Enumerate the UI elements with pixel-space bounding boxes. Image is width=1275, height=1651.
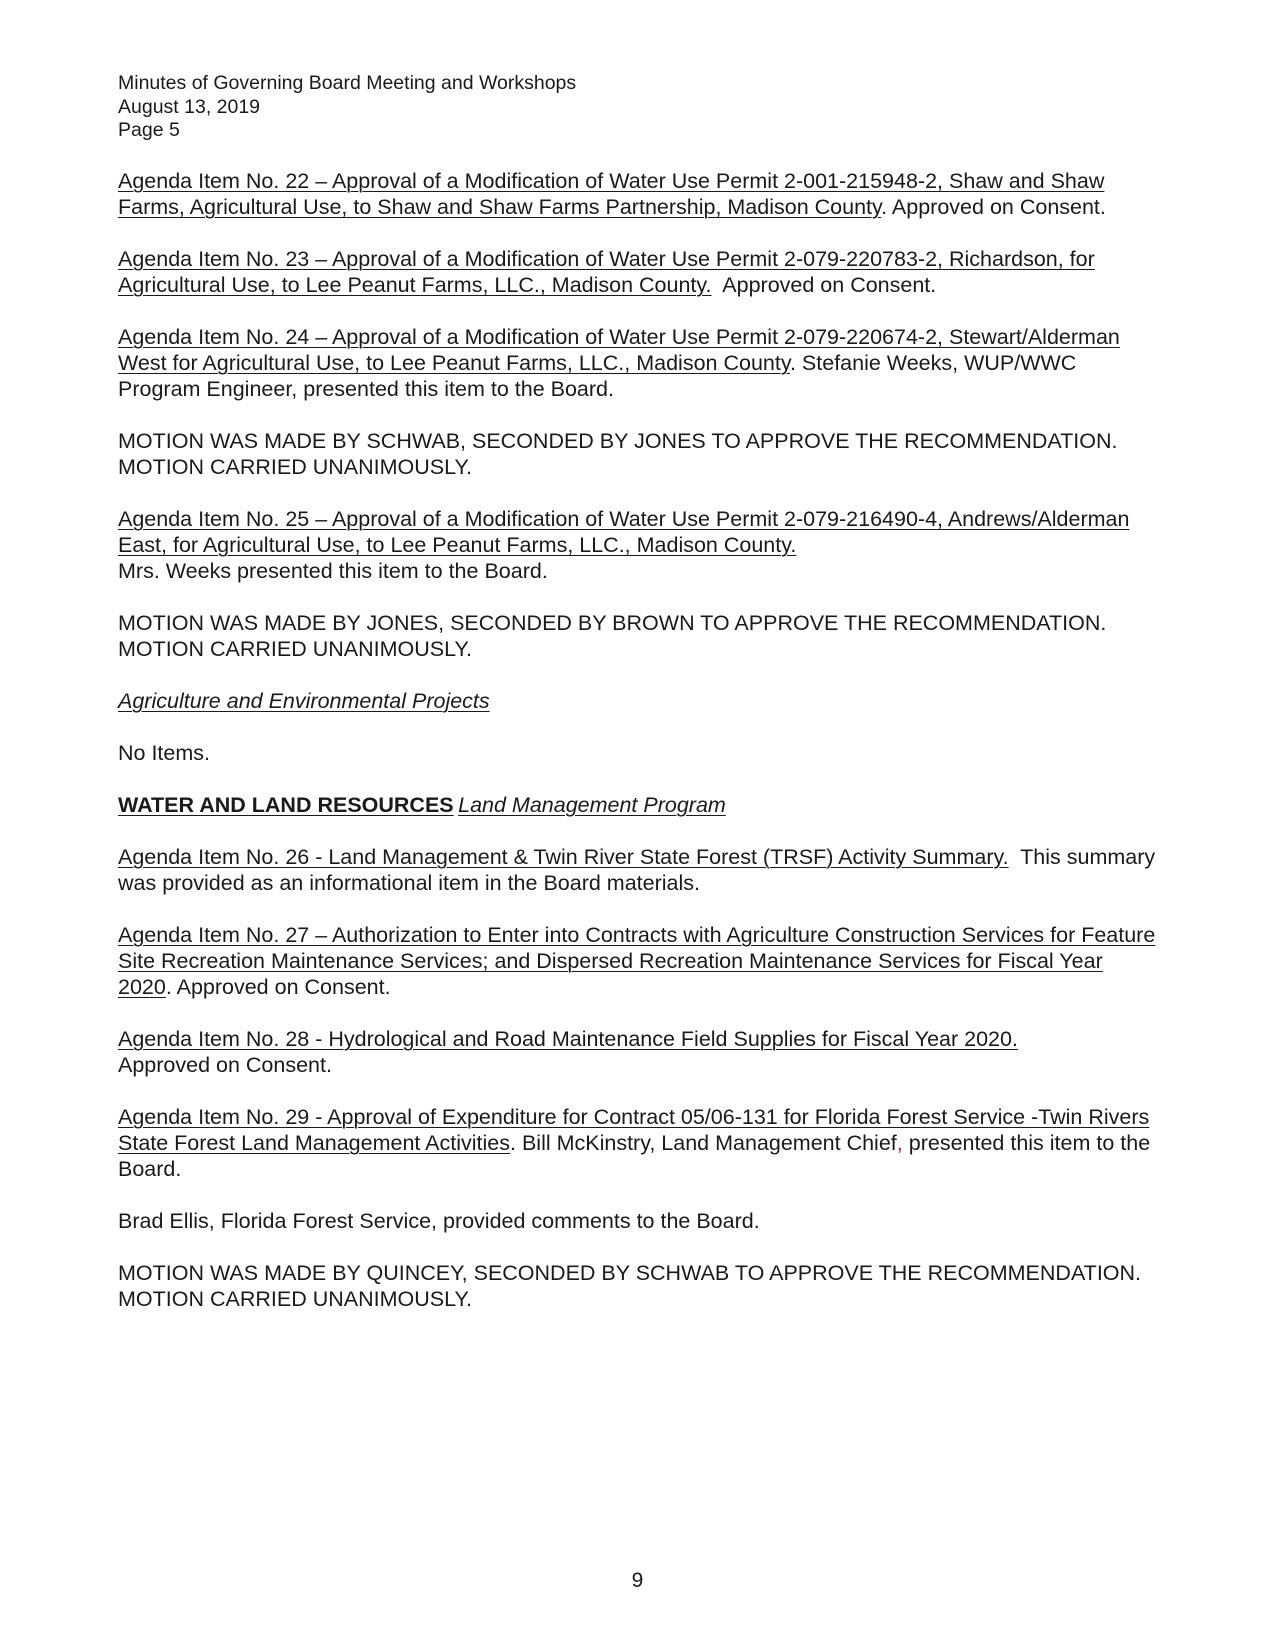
- agenda-item-29-title: Agenda Item No. 29 - Approval of Expenditure for Contract 05/06-131 for Florida Forest Service -Twin Rivers State Forest Land Management Activities: [118, 1104, 1150, 1155]
- agenda-item-23-text: Approved on Consent.: [711, 272, 937, 297]
- agenda-item-22-title: Agenda Item No. 22 – Approval of a Modification of Water Use Permit 2-001-215948-2, Shaw and Shaw Farms, Agricultural Use, to Shaw and Shaw Farms Partnership, Madison County: [118, 168, 1105, 219]
- page-number: 9: [631, 1569, 644, 1592]
- motion-2: MOTION WAS MADE BY JONES, SECONDED BY BROWN TO APPROVE THE RECOMMENDATION. MOTION CARRIED UNANIMOUSLY.: [118, 610, 1107, 661]
- agenda-item-26: [118, 844, 1160, 896]
- agenda-item-26-text: This summary was provided as an informational item in the Board materials.: [118, 844, 1162, 895]
- agenda-item-29-comma: ,: [896, 1130, 903, 1155]
- agenda-item-24: [118, 324, 1160, 402]
- motion-3: MOTION WAS MADE BY QUINCEY, SECONDED BY SCHWAB TO APPROVE THE RECOMMENDATION. MOTION CARRIED UNANIMOUSLY.: [118, 1260, 1142, 1311]
- agenda-item-23: [118, 246, 1160, 298]
- header-date: August 13, 2019: [118, 95, 261, 118]
- agenda-item-28: [118, 1026, 1160, 1078]
- agenda-item-27-title: Agenda Item No. 27 – Authorization to Enter into Contracts with Agriculture Construction Services for Feature Site Recreation Maintenance Services; and Dispersed Recreation Maintenance Services for Fiscal Year 2020: [118, 922, 1156, 999]
- agenda-item-29-text-b: presented this item to the Board.: [118, 1130, 1151, 1181]
- agenda-item-24-title: Agenda Item No. 24 – Approval of a Modification of Water Use Permit 2-079-220674-2, Stewart/Alderman West for Agricultural Use, to Lee Peanut Farms, LLC., Madison County: [118, 324, 1120, 375]
- agenda-item-27-text: . Approved on Consent.: [165, 974, 391, 999]
- page-header: [118, 72, 1160, 143]
- agenda-item-25-text: Mrs. Weeks presented this item to the Board.: [118, 558, 548, 583]
- agenda-item-25-title: Agenda Item No. 25 – Approval of a Modification of Water Use Permit 2-079-216490-4, Andrews/Alderman East, for Agricultural Use, to Lee Peanut Farms, LLC., Madison County.: [118, 506, 1130, 557]
- no-items-text: No Items.: [118, 740, 210, 765]
- header-page: Page 5: [118, 119, 180, 141]
- agenda-item-29-text-a: . Bill McKinstry, Land Management Chief: [510, 1130, 897, 1155]
- agenda-item-22-text: . Approved on Consent.: [881, 194, 1106, 219]
- agenda-item-29: [118, 1104, 1160, 1182]
- header-title: Minutes of Governing Board Meeting and Workshops: [118, 72, 577, 94]
- agenda-item-27: [118, 922, 1160, 1000]
- agenda-item-26-title: Agenda Item No. 26 - Land Management & Twin River State Forest (TRSF) Activity Summary.: [118, 844, 1009, 869]
- agenda-item-28-text: Approved on Consent.: [118, 1052, 332, 1077]
- agenda-item-24-text: . Stefanie Weeks, WUP/WWC Program Engineer, presented this item to the Board.: [118, 350, 1077, 401]
- agenda-item-23-title: Agenda Item No. 23 – Approval of a Modification of Water Use Permit 2-079-220783-2, Richardson, for Agricultural Use, to Lee Peanut Farms, LLC., Madison County.: [118, 246, 1095, 297]
- subsection-land-management: Land Management Program: [458, 792, 726, 817]
- motion-1: MOTION WAS MADE BY SCHWAB, SECONDED BY JONES TO APPROVE THE RECOMMENDATION. MOTION CARRIED UNANIMOUSLY.: [118, 428, 1118, 479]
- subsection-agriculture: Agriculture and Environmental Projects: [118, 688, 490, 713]
- brad-ellis-comment: Brad Ellis, Florida Forest Service, provided comments to the Board.: [118, 1208, 760, 1233]
- section-water-land-resources: WATER AND LAND RESOURCES: [118, 792, 454, 817]
- document-page: [118, 72, 1160, 1338]
- agenda-item-25: [118, 506, 1160, 584]
- agenda-item-28-title: Agenda Item No. 28 - Hydrological and Road Maintenance Field Supplies for Fiscal Year 2020.: [118, 1026, 1018, 1051]
- agenda-item-22: [118, 168, 1160, 220]
